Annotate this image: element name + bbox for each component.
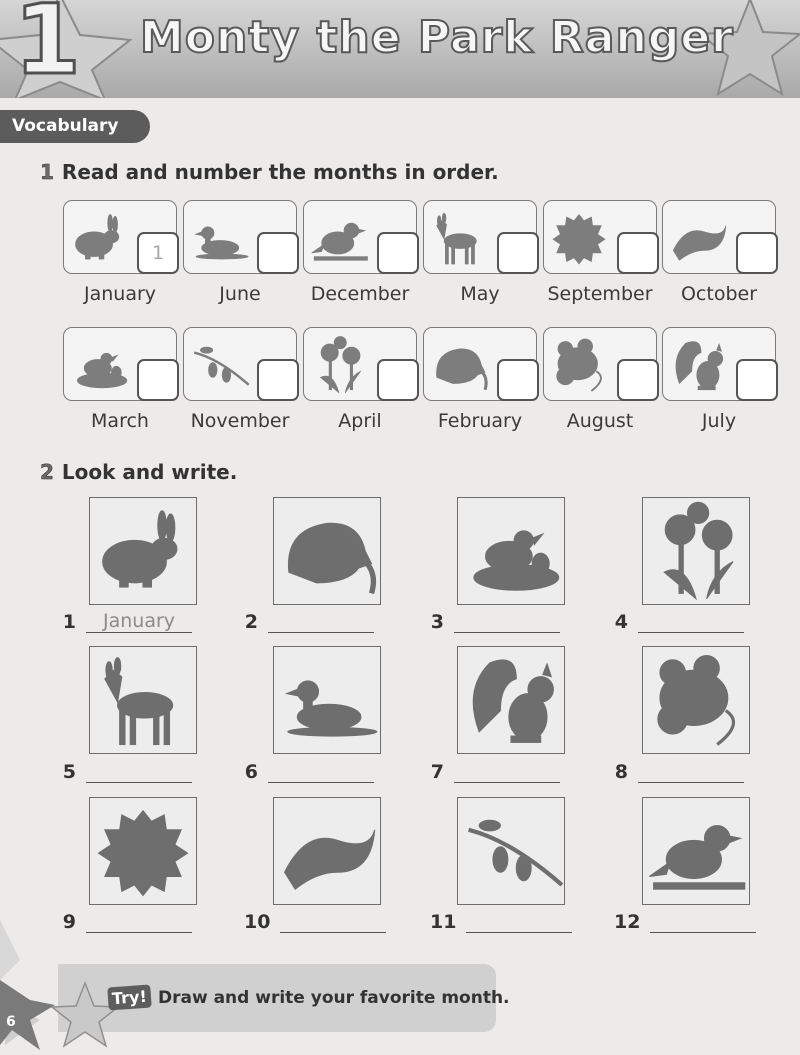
answer-row xyxy=(244,760,374,783)
month-label: March xyxy=(91,410,149,432)
mouse-silhouette-icon xyxy=(643,647,749,753)
fawn-silhouette-icon xyxy=(90,647,196,753)
month-label: January xyxy=(83,283,157,305)
hedgehog-silhouette-icon xyxy=(274,498,380,604)
month-label: October xyxy=(680,283,758,305)
branch-icon xyxy=(188,334,250,396)
unit-number: 1 xyxy=(14,0,81,96)
instruction-text: Read and number the months in order. xyxy=(61,160,499,184)
month-label: June xyxy=(219,283,261,305)
month-label: July xyxy=(701,410,737,432)
number-answer-box[interactable] xyxy=(257,359,299,401)
exercise-number: 2 xyxy=(40,460,54,484)
exercise-2-instruction xyxy=(40,460,237,484)
nest-silhouette-icon xyxy=(458,498,564,604)
answer-row xyxy=(430,910,572,933)
item-number: 8 xyxy=(614,761,628,783)
month-label: May xyxy=(460,283,500,305)
silhouette-picture xyxy=(642,497,750,605)
item-number: 10 xyxy=(244,911,271,933)
answer-row xyxy=(62,910,192,933)
item-number: 7 xyxy=(430,761,444,783)
rabbit-icon xyxy=(68,207,130,269)
item-number: 12 xyxy=(614,911,641,933)
unit-header xyxy=(0,0,800,98)
number-answer-box[interactable] xyxy=(497,359,539,401)
picture-card xyxy=(303,327,417,401)
picture-card xyxy=(63,200,177,274)
hedgehog-icon xyxy=(428,334,490,396)
item-number: 11 xyxy=(430,911,457,933)
month-card xyxy=(662,200,776,305)
silhouette-picture xyxy=(273,497,381,605)
silhouette-picture xyxy=(89,497,197,605)
number-answer-box[interactable] xyxy=(617,359,659,401)
exercise-number: 1 xyxy=(40,160,54,184)
page-number: 6 xyxy=(6,1014,16,1030)
number-answer-box[interactable] xyxy=(257,232,299,274)
chestnut-icon xyxy=(548,207,610,269)
month-card xyxy=(423,327,537,432)
item-number: 6 xyxy=(244,761,258,783)
answer-row xyxy=(614,910,756,933)
number-answer-box[interactable] xyxy=(377,359,419,401)
nest-icon xyxy=(68,334,130,396)
section-tab: Vocabulary xyxy=(0,110,150,143)
robin-icon xyxy=(308,207,370,269)
picture-card xyxy=(183,327,297,401)
month-label: August xyxy=(566,410,634,432)
number-answer-box[interactable] xyxy=(137,359,179,401)
answer-row xyxy=(244,610,374,633)
answer-row xyxy=(430,760,560,783)
mouse-icon xyxy=(548,334,610,396)
page-title: Monty the Park Ranger xyxy=(140,12,734,63)
month-label: February xyxy=(437,410,523,432)
month-label: April xyxy=(338,410,382,432)
answer-line[interactable] xyxy=(650,910,756,933)
silhouette-picture xyxy=(273,797,381,905)
picture-card xyxy=(543,327,657,401)
answer-line[interactable] xyxy=(638,760,744,783)
picture-card xyxy=(303,200,417,274)
answer-line[interactable] xyxy=(454,610,560,633)
month-label: September xyxy=(547,283,653,305)
answer-line[interactable]: January xyxy=(86,610,192,633)
item-number: 4 xyxy=(614,611,628,633)
duck-icon xyxy=(188,207,250,269)
answer-row xyxy=(62,760,192,783)
fawn-icon xyxy=(428,207,490,269)
instruction-text: Look and write. xyxy=(61,460,238,484)
silhouette-picture xyxy=(642,797,750,905)
month-card xyxy=(303,200,417,305)
picture-card xyxy=(63,327,177,401)
item-number: 2 xyxy=(244,611,258,633)
answer-line[interactable] xyxy=(638,610,744,633)
picture-card xyxy=(662,327,776,401)
rabbit-silhouette-icon xyxy=(90,498,196,604)
number-answer-box[interactable] xyxy=(497,232,539,274)
branch-silhouette-icon xyxy=(458,798,564,904)
item-number: 5 xyxy=(62,761,76,783)
month-label: November xyxy=(190,410,290,432)
silhouette-picture xyxy=(89,797,197,905)
number-answer-box[interactable] xyxy=(377,232,419,274)
daffodil-icon xyxy=(308,334,370,396)
chestnut-silhouette-icon xyxy=(90,798,196,904)
picture-card xyxy=(543,200,657,274)
picture-card xyxy=(423,200,537,274)
squirrel-silhouette-icon xyxy=(458,647,564,753)
leaf-silhouette-icon xyxy=(274,798,380,904)
leaf-icon xyxy=(667,207,729,269)
month-card xyxy=(543,200,657,305)
picture-card xyxy=(423,327,537,401)
silhouette-picture xyxy=(642,646,750,754)
silhouette-picture xyxy=(273,646,381,754)
try-instruction: Draw and write your favorite month. xyxy=(158,988,510,1008)
silhouette-picture xyxy=(457,646,565,754)
answer-line[interactable] xyxy=(268,610,374,633)
month-card xyxy=(63,327,177,432)
picture-card xyxy=(183,200,297,274)
duck-silhouette-icon xyxy=(274,647,380,753)
item-number: 3 xyxy=(430,611,444,633)
answer-line[interactable] xyxy=(466,910,572,933)
answer-line[interactable] xyxy=(86,910,192,933)
answer-line[interactable] xyxy=(454,760,560,783)
month-label: December xyxy=(310,283,410,305)
answer-row xyxy=(614,760,744,783)
month-card xyxy=(183,200,297,305)
answer-row xyxy=(430,610,560,633)
month-card xyxy=(183,327,297,432)
month-card xyxy=(303,327,417,432)
number-answer-box[interactable] xyxy=(736,232,778,274)
month-card xyxy=(63,200,177,305)
month-card xyxy=(662,327,776,432)
answer-row xyxy=(62,610,192,633)
silhouette-picture xyxy=(89,646,197,754)
picture-card xyxy=(662,200,776,274)
silhouette-picture xyxy=(457,497,565,605)
month-card xyxy=(423,200,537,305)
answer-line[interactable] xyxy=(280,910,386,933)
number-answer-box[interactable] xyxy=(617,232,659,274)
squirrel-icon xyxy=(667,334,729,396)
answer-row xyxy=(244,910,386,933)
answer-line[interactable] xyxy=(86,760,192,783)
number-answer-box[interactable]: 1 xyxy=(137,232,179,274)
silhouette-picture xyxy=(457,797,565,905)
daffodil-silhouette-icon xyxy=(643,498,749,604)
answer-line[interactable] xyxy=(268,760,374,783)
item-number: 1 xyxy=(62,611,76,633)
robin-silhouette-icon xyxy=(643,798,749,904)
item-number: 9 xyxy=(62,911,76,933)
answer-row xyxy=(614,610,744,633)
exercise-1-instruction xyxy=(40,160,499,184)
try-badge: Try! xyxy=(107,985,151,1011)
month-card xyxy=(543,327,657,432)
number-answer-box[interactable] xyxy=(736,359,778,401)
